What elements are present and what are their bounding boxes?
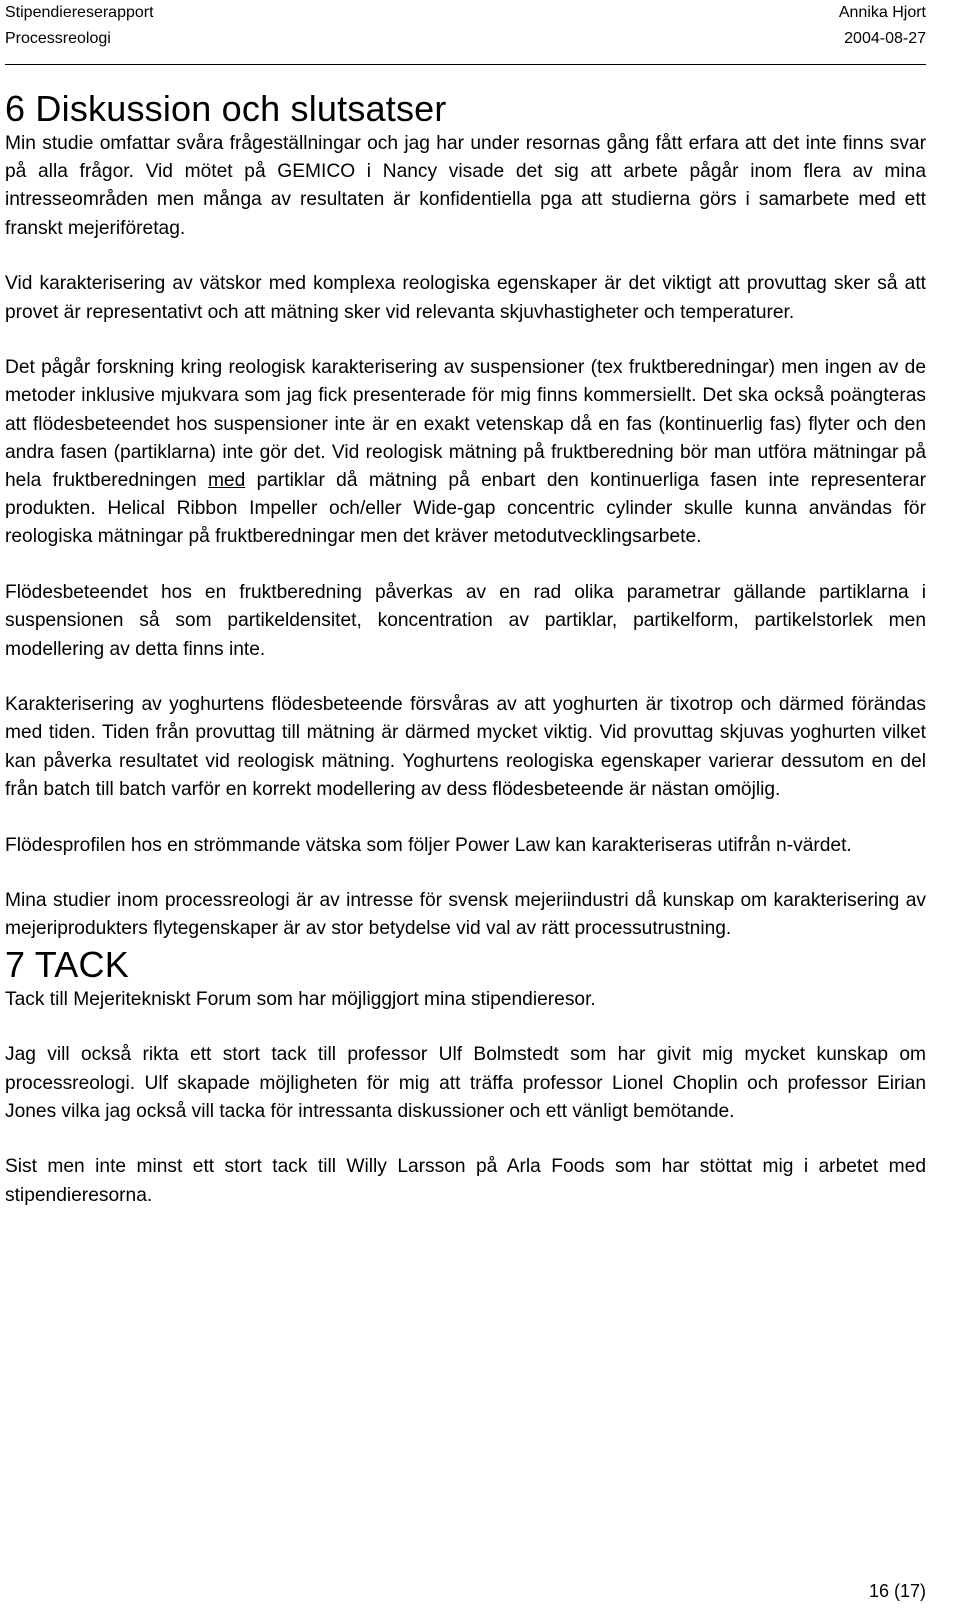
section-6-paragraph-5: Karakterisering av yoghurtens flödesbeteende försvåras av att yoghurten är tixotrop och därmed förändas med tiden. Tiden från provuttag till mätning är därmed mycket viktig. Vid provuttag skjuvas yoghurten vilket kan påverka resultatet vid reologisk mätning. Yoghurtens reologiska egenskaper varierar dessutom en del från batch till batch varför en korrekt modellering av dess flödesbeteende är nästan omöjlig. [5, 694, 926, 800]
page-number: 16 (17) [868, 1581, 926, 1601]
section-6-heading: 6 Diskussion och slutsatser [5, 88, 447, 129]
section-6-paragraph-3-part-b: partiklar då mätning på enbart den kontinuerliga fasen inte representerar produkten. Helical Ribbon Impeller och/eller Wide-gap concentric cylinder skulle kunna användas för reologiska mätningar på fruktberedningar men det kräver metodutvecklingsarbete. [5, 470, 926, 548]
section-6-paragraph-2: Vid karakterisering av vätskor med komplexa reologiska egenskaper är det viktigt att provuttag sker så att provet är representativt och att mätning sker vid relevanta skjuvhastigheter och temperaturer. [5, 273, 926, 323]
section-7-paragraph-2: Jag vill också rikta ett stort tack till professor Ulf Bolmstedt som har givit mig mycket kunskap om processreologi. Ulf skapade möjligheten för mig att träffa professor Lionel Choplin och professor Eirian Jones vilka jag också vill tacka för intressanta diskussioner och ett vänligt bemötande. [5, 1044, 926, 1122]
header-author: Annika Hjort [838, 4, 926, 21]
header-report-title: Stipendiereserapport [5, 4, 154, 21]
page-header [5, 0, 926, 52]
page-content [5, 88, 926, 1210]
section-6-paragraph-4: Flödesbeteendet hos en fruktberedning påverkas av en rad olika parametrar gällande partiklarna i suspensionen så som partikeldensitet, koncentration av partiklar, partikelform, partikelstorlek men modellering av detta finns inte. [5, 582, 926, 660]
section-7-heading: 7 TACK [5, 943, 129, 985]
header-date: 2004-08-27 [844, 30, 926, 47]
section-6-paragraph-3 [5, 354, 926, 551]
section-6-paragraph-7: Mina studier inom processreologi är av intresse för svensk mejeriindustri då kunskap om karakterisering av mejeriprodukters flytegenskaper är av stor betydelse vid val av rätt processutrustning. [5, 890, 926, 940]
section-6-paragraph-6: Flödesprofilen hos en strömmande vätska som följer Power Law kan karakteriseras utifrån n-värdet. [5, 834, 852, 856]
section-7-paragraph-3: Sist men inte minst ett stort tack till Willy Larsson på Arla Foods som har stöttat mig i arbetet med stipendieresorna. [5, 1156, 926, 1206]
section-6-paragraph-1: Min studie omfattar svåra frågeställningar och jag har under resornas gång fått erfara att det inte finns svar på alla frågor. Vid mötet på GEMICO i Nancy visade det sig att arbete pågår inom flera av mina intresseområden men många av resultaten är konfidentiella pga att studierna görs i samarbete med ett franskt mejeriföretag. [5, 133, 926, 239]
underlined-word: med [207, 470, 246, 492]
section-7-paragraph-1: Tack till Mejeritekniskt Forum som har möjliggjort mina stipendieresor. [5, 988, 596, 1010]
section-6-paragraph-3-part-a: Det pågår forskning kring reologisk karakterisering av suspensioner (tex fruktberedningar) men ingen av de metoder inklusive mjukvara som jag fick presenterade för mig finns kommersiellt. Det ska också poängteras att flödesbeteendet hos suspensioner inte är en exakt vetenskap då en fas (kontinuerlig fas) flyter och den andra fasen (partiklarna) inte gör det. Vid reologisk mätning på fruktberedning bör man utföra mätningar på hela fruktberedningen [5, 357, 926, 492]
header-divider [5, 64, 926, 65]
header-subject: Processreologi [5, 30, 111, 47]
